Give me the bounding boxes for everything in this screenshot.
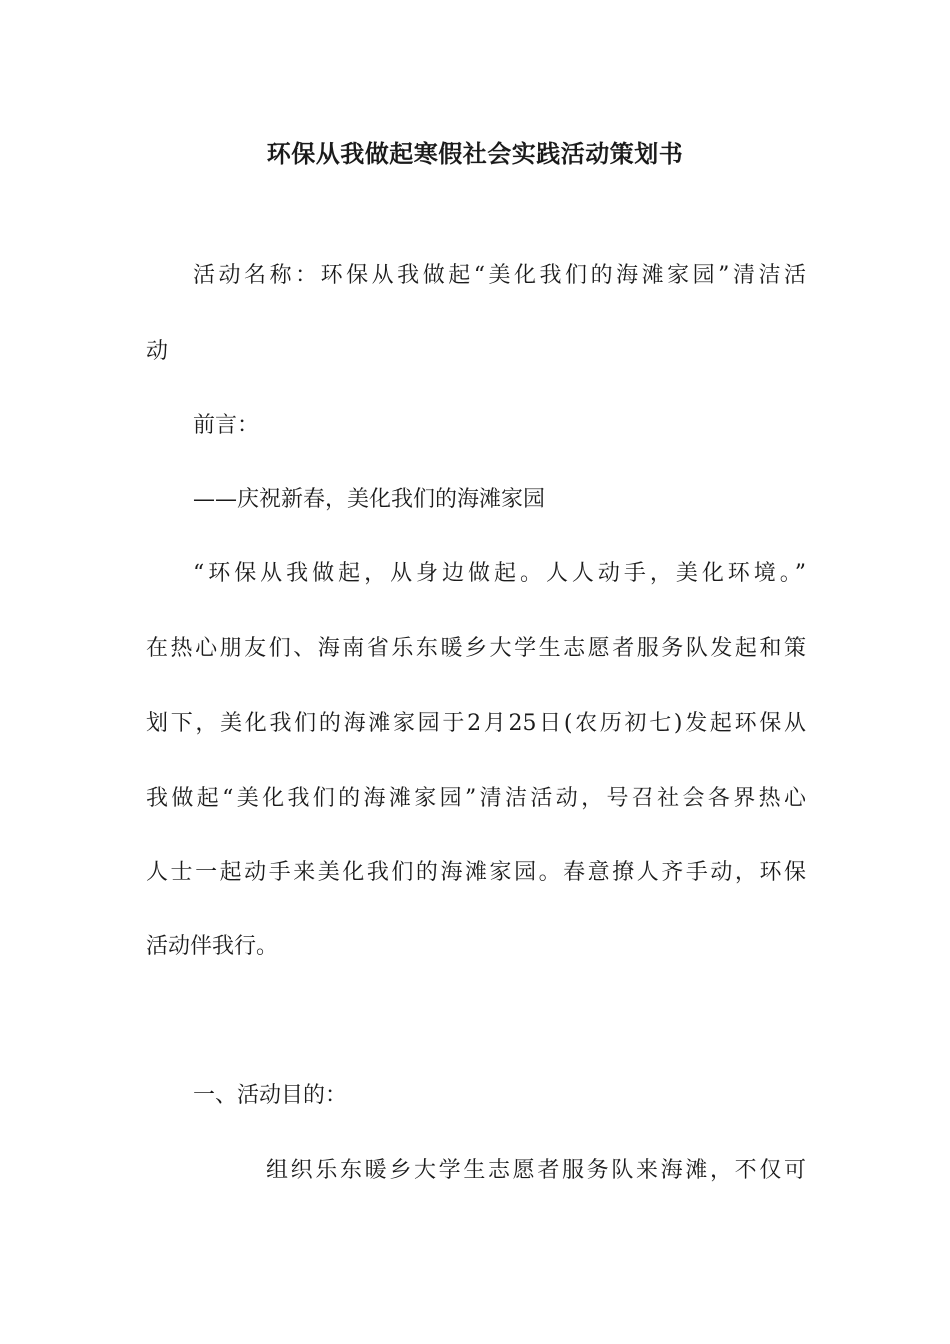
paragraph-line: 我做起“美化我们的海滩家园”清洁活动，号召社会各界热心 bbox=[146, 786, 806, 811]
section-heading-purpose: 一、活动目的： bbox=[193, 1083, 348, 1108]
paragraph-line: 活动伴我行。 bbox=[146, 934, 279, 959]
preface-heading: 前言： bbox=[193, 413, 260, 438]
paragraph-line: 划下，美化我们的海滩家园于2月25日(农历初七)发起环保从 bbox=[146, 711, 806, 736]
activity-name-line: 活动名称：环保从我做起“美化我们的海滩家园”清洁活 bbox=[193, 263, 806, 288]
paragraph-line: 在热心朋友们、海南省乐东暖乡大学生志愿者服务队发起和策 bbox=[146, 636, 806, 661]
preface-subtitle: ——庆祝新春，美化我们的海滩家园 bbox=[193, 487, 546, 512]
document-title: 环保从我做起寒假社会实践活动策划书 bbox=[266, 139, 684, 168]
activity-name-continuation: 动 bbox=[146, 339, 169, 364]
paragraph-line: 组织乐东暖乡大学生志愿者服务队来海滩，不仅可 bbox=[266, 1158, 806, 1183]
paragraph-line: “环保从我做起，从身边做起。人人动手，美化环境。” bbox=[193, 561, 806, 586]
paragraph-line: 人士一起动手来美化我们的海滩家园。春意撩人齐手动，环保 bbox=[146, 860, 806, 885]
